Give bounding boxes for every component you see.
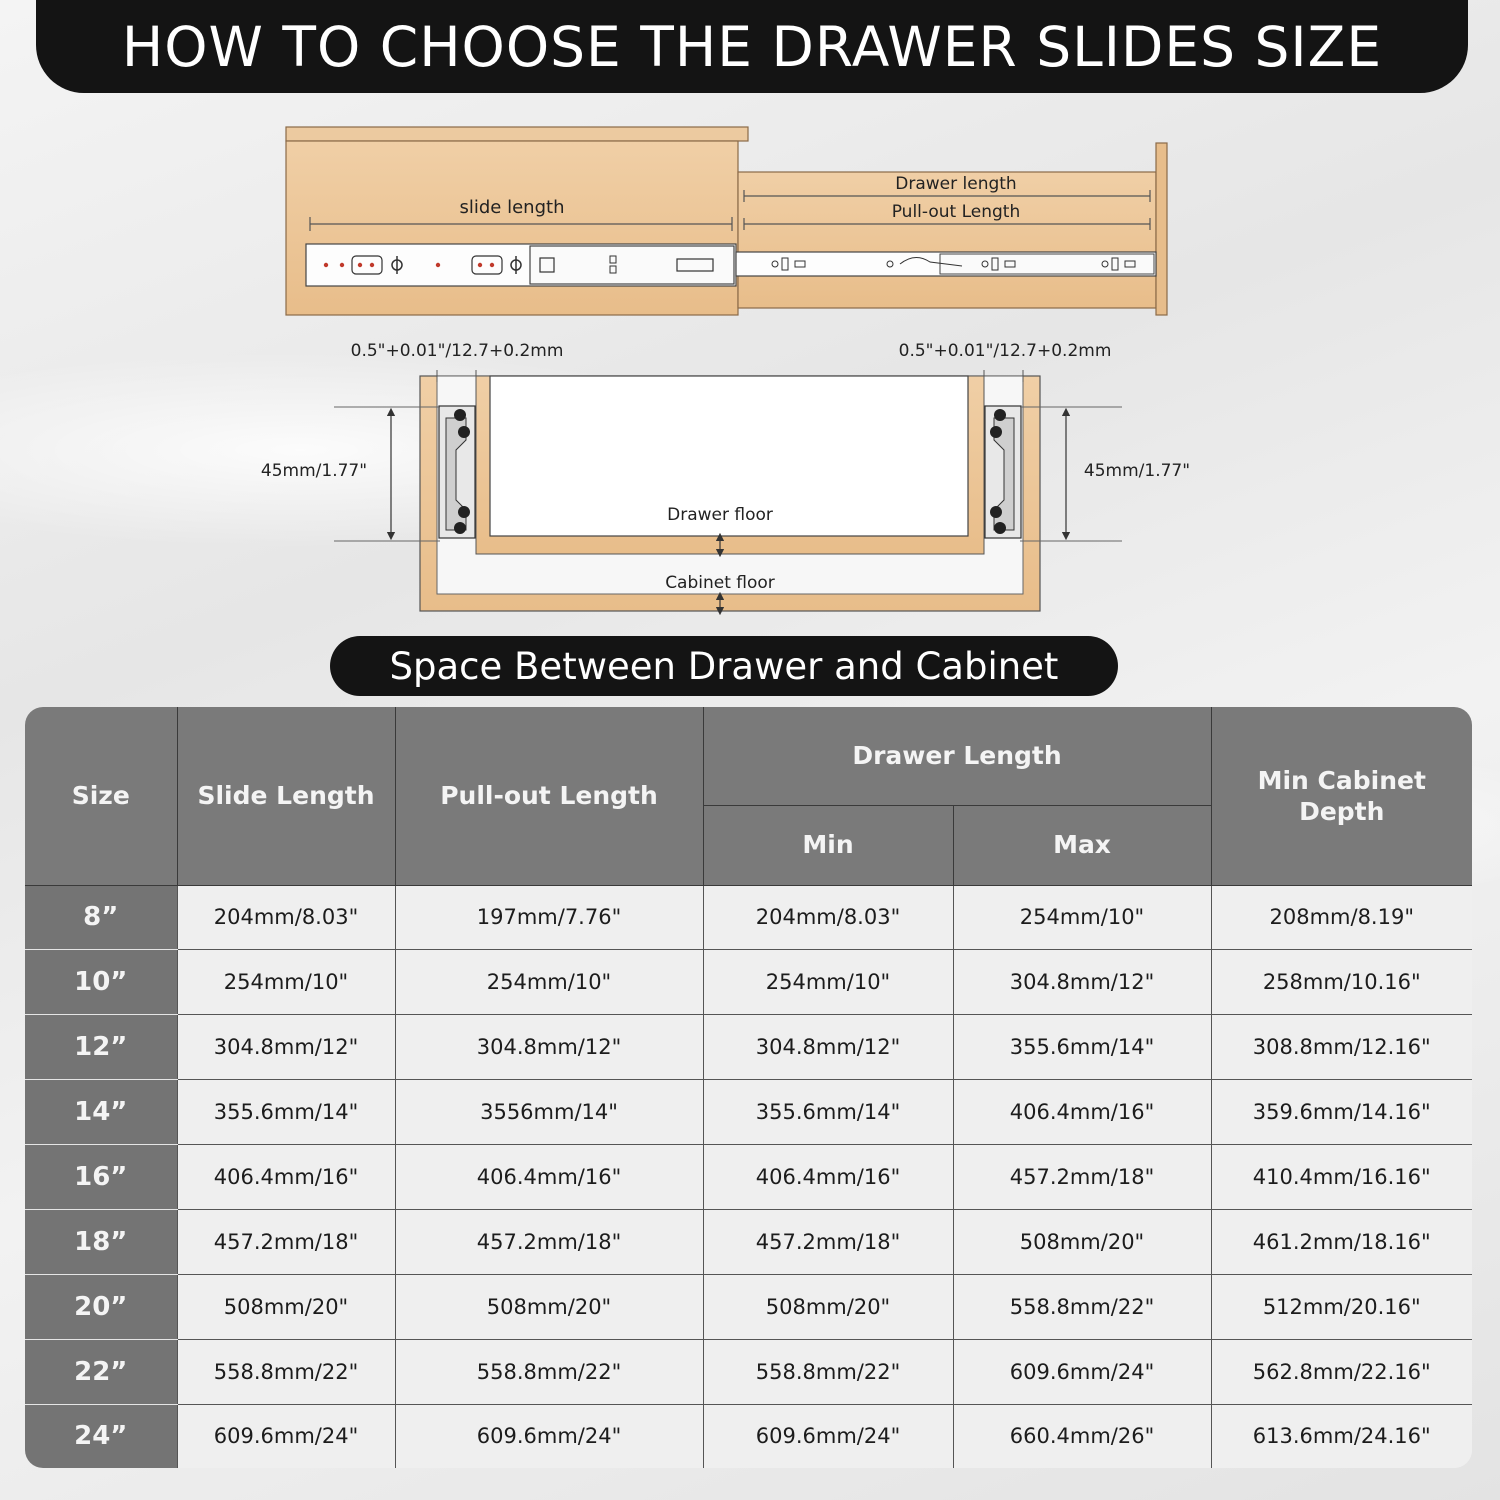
cell-drawer-max: 609.6mm/24" <box>953 1339 1211 1404</box>
cell-slide-length: 609.6mm/24" <box>177 1404 395 1468</box>
cell-drawer-min: 355.6mm/14" <box>703 1080 953 1145</box>
cell-drawer-max: 660.4mm/26" <box>953 1404 1211 1468</box>
size-table-container <box>25 707 1472 1468</box>
header-max: Max <box>953 805 1211 885</box>
table-row <box>25 950 1472 1015</box>
cell-drawer-max: 355.6mm/14" <box>953 1015 1211 1080</box>
table-row <box>25 1404 1472 1468</box>
cell-pullout-length: 609.6mm/24" <box>395 1404 703 1468</box>
cell-drawer-max: 406.4mm/16" <box>953 1080 1211 1145</box>
header-slide-length: Slide Length <box>177 707 395 885</box>
header-min-cabinet-depth: Min Cabinet Depth <box>1211 707 1472 885</box>
cell-min-cabinet-depth: 308.8mm/12.16" <box>1211 1015 1472 1080</box>
cabinet-floor-label: Cabinet floor <box>665 573 775 593</box>
cell-drawer-min: 558.8mm/22" <box>703 1339 953 1404</box>
gap-left-label: 0.5"+0.01"/12.7+0.2mm <box>350 341 564 361</box>
height-left-label: 45mm/1.77" <box>260 461 368 481</box>
cell-slide-length: 254mm/10" <box>177 950 395 1015</box>
cell-drawer-min: 508mm/20" <box>703 1274 953 1339</box>
cell-slide-length: 304.8mm/12" <box>177 1015 395 1080</box>
table-body <box>25 885 1472 1468</box>
height-right-label: 45mm/1.77" <box>1083 461 1191 481</box>
cell-size: 8” <box>25 885 177 950</box>
cell-drawer-max: 304.8mm/12" <box>953 950 1211 1015</box>
cell-pullout-length: 3556mm/14" <box>395 1080 703 1145</box>
table-row <box>25 1339 1472 1404</box>
cell-size: 14” <box>25 1080 177 1145</box>
section-title: Space Between Drawer and Cabinet <box>330 636 1118 696</box>
cell-pullout-length: 508mm/20" <box>395 1274 703 1339</box>
cell-pullout-length: 197mm/7.76" <box>395 885 703 950</box>
cell-drawer-min: 254mm/10" <box>703 950 953 1015</box>
table-row <box>25 1015 1472 1080</box>
header-pullout-length: Pull-out Length <box>395 707 703 885</box>
cell-drawer-min: 304.8mm/12" <box>703 1015 953 1080</box>
pullout-length-label: Pull-out Length <box>891 202 1021 222</box>
table-row <box>25 1145 1472 1210</box>
cell-size: 20” <box>25 1274 177 1339</box>
side-view <box>286 127 1167 315</box>
cell-pullout-length: 558.8mm/22" <box>395 1339 703 1404</box>
cell-slide-length: 457.2mm/18" <box>177 1209 395 1274</box>
drawer-length-label: Drawer length <box>895 174 1017 194</box>
cell-size: 22” <box>25 1339 177 1404</box>
table-row <box>25 885 1472 950</box>
header-size: Size <box>25 707 177 885</box>
front-view <box>261 341 1190 611</box>
cell-pullout-length: 254mm/10" <box>395 950 703 1015</box>
cell-size: 16” <box>25 1145 177 1210</box>
cell-min-cabinet-depth: 512mm/20.16" <box>1211 1274 1472 1339</box>
cell-drawer-min: 609.6mm/24" <box>703 1404 953 1468</box>
table-row <box>25 1274 1472 1339</box>
cell-min-cabinet-depth: 258mm/10.16" <box>1211 950 1472 1015</box>
header-drawer-length: Drawer Length <box>703 707 1211 805</box>
cell-slide-length: 558.8mm/22" <box>177 1339 395 1404</box>
cell-slide-length: 204mm/8.03" <box>177 885 395 950</box>
header-min: Min <box>703 805 953 885</box>
cell-drawer-max: 254mm/10" <box>953 885 1211 950</box>
cell-drawer-min: 457.2mm/18" <box>703 1209 953 1274</box>
cell-size: 12” <box>25 1015 177 1080</box>
cell-min-cabinet-depth: 461.2mm/18.16" <box>1211 1209 1472 1274</box>
drawer-floor-label: Drawer floor <box>667 505 773 525</box>
cell-slide-length: 355.6mm/14" <box>177 1080 395 1145</box>
cell-min-cabinet-depth: 613.6mm/24.16" <box>1211 1404 1472 1468</box>
cell-drawer-max: 508mm/20" <box>953 1209 1211 1274</box>
cell-min-cabinet-depth: 359.6mm/14.16" <box>1211 1080 1472 1145</box>
cell-drawer-min: 406.4mm/16" <box>703 1145 953 1210</box>
cell-size: 24” <box>25 1404 177 1468</box>
slide-length-label: slide length <box>459 197 565 218</box>
table-row <box>25 1080 1472 1145</box>
size-table <box>25 707 1472 1468</box>
gap-right-label: 0.5"+0.01"/12.7+0.2mm <box>898 341 1112 361</box>
cell-pullout-length: 406.4mm/16" <box>395 1145 703 1210</box>
cell-size: 10” <box>25 950 177 1015</box>
table-row <box>25 1209 1472 1274</box>
cell-pullout-length: 457.2mm/18" <box>395 1209 703 1274</box>
cell-drawer-max: 457.2mm/18" <box>953 1145 1211 1210</box>
drawer-slide-diagram <box>0 0 1500 640</box>
page-title: HOW TO CHOOSE THE DRAWER SLIDES SIZE <box>36 0 1468 93</box>
cell-slide-length: 508mm/20" <box>177 1274 395 1339</box>
cell-pullout-length: 304.8mm/12" <box>395 1015 703 1080</box>
cell-size: 18” <box>25 1209 177 1274</box>
cell-slide-length: 406.4mm/16" <box>177 1145 395 1210</box>
cell-min-cabinet-depth: 410.4mm/16.16" <box>1211 1145 1472 1210</box>
cell-min-cabinet-depth: 208mm/8.19" <box>1211 885 1472 950</box>
cell-drawer-min: 204mm/8.03" <box>703 885 953 950</box>
cell-min-cabinet-depth: 562.8mm/22.16" <box>1211 1339 1472 1404</box>
cell-drawer-max: 558.8mm/22" <box>953 1274 1211 1339</box>
